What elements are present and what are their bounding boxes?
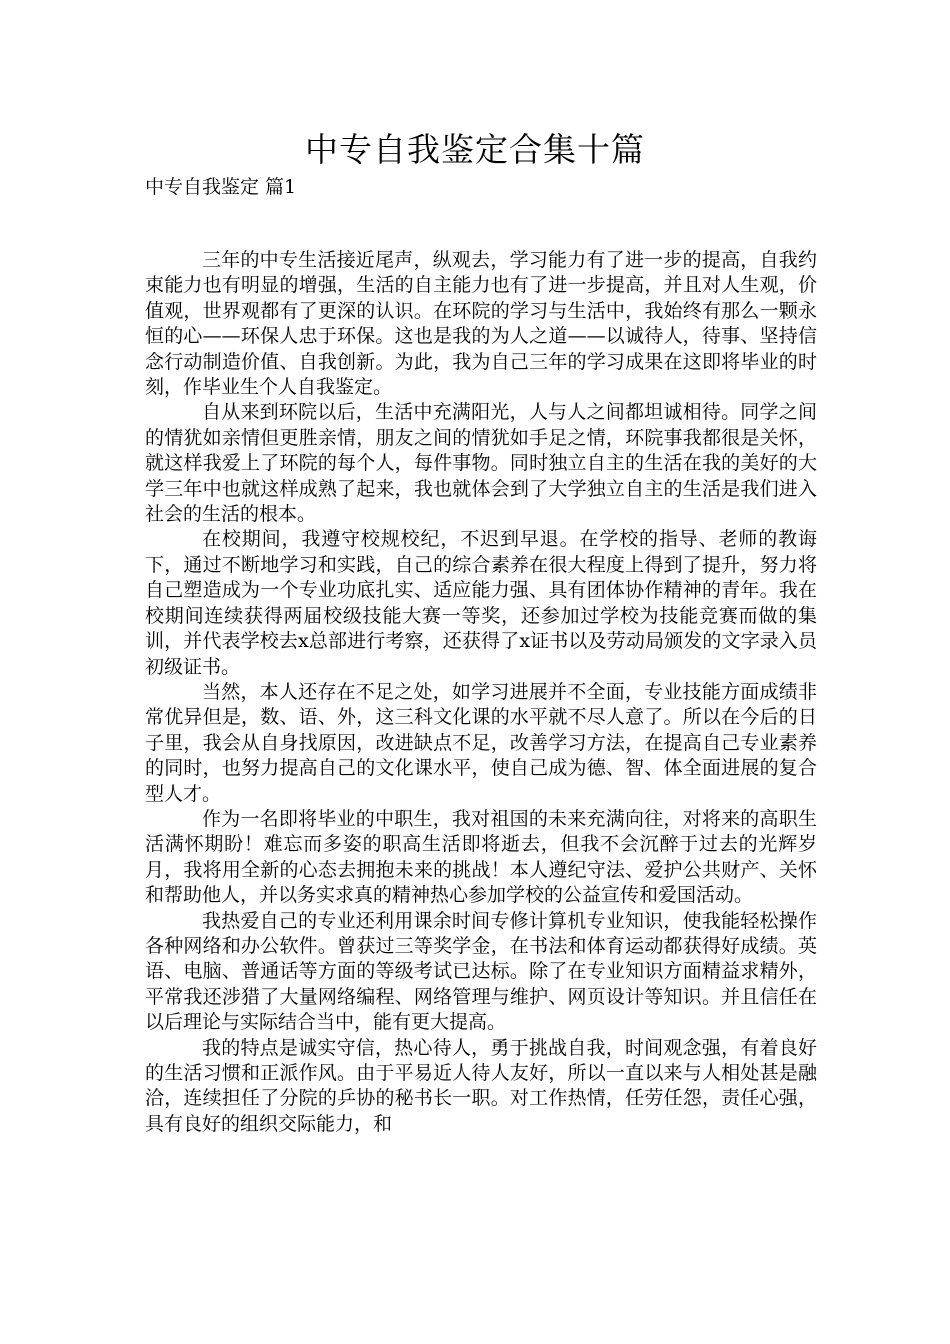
- paragraph-6: 我热爱自己的专业还利用课余时间专修计算机专业知识，使我能轻松操作各种网络和办公软件。曾获过三等奖学金，在书法和体育运动都获得好成绩。英语、电脑、普通话等方面的等级考试已达标。除了在专业知识方面精益求精外，平常我还涉猎了大量网络编程、网络管理与维护、网页设计等知识。并且信任在以后理论与实际结合当中，能有更大提高。: [145, 909, 817, 1034]
- paragraph-3: 在校期间，我遵守校规校纪，不迟到早退。在学校的指导、老师的教诲下，通过不断地学习和实践，自己的综合素养在很大程度上得到了提升，努力将自己塑造成为一个专业功底扎实、适应能力强、具有团体协作精神的青年。我在校期间连续获得两届校级技能大赛一等奖，还参加过学校为技能竞赛而做的集训，并代表学校去x总部进行考察，还获得了x证书以及劳动局颁发的文字录入员初级证书。: [145, 528, 817, 678]
- paragraph-7: 我的特点是诚实守信，热心待人，勇于挑战自我，时间观念强，有着良好的生活习惯和正派作风。由于平易近人待人友好，所以一直以来与人相处甚是融洽，连续担任了分院的乒协的秘书长一职。对工作热情，任劳任怨，责任心强，具有良好的组织交际能力，和: [145, 1036, 817, 1135]
- paragraph-2: 自从来到环院以后，生活中充满阳光，人与人之间都坦诚相待。同学之间的情犹如亲情但更胜亲情，朋友之间的情犹如手足之情，环院事我都很是关怀，就这样我爱上了环院的每个人，每件事物。同时独立自主的生活在我的美好的大学三年中也就这样成熟了起来，我也就体会到了大学独立自主的生活是我们进入社会的生活的根本。: [145, 401, 817, 526]
- section-heading: 中专自我鉴定 篇1: [145, 176, 297, 198]
- paragraph-4: 当然，本人还存在不足之处，如学习进展并不全面，专业技能方面成绩非常优异但是，数、语、外，这三科文化课的水平就不尽人意了。所以在今后的日子里，我会从自身找原因，改进缺点不足，改善学习方法，在提高自己专业素养的同时，也努力提高自己的文化课水平，使自己成为德、智、体全面进展的复合型人才。: [145, 680, 817, 805]
- document-title: 中专自我鉴定合集十篇: [305, 130, 645, 169]
- paragraph-5: 作为一名即将毕业的中职生，我对祖国的未来充满向往，对将来的高职生活满怀期盼！难忘而多姿的职高生活即将逝去，但我不会沉醉于过去的光辉岁月，我将用全新的心态去拥抱未来的挑战！本人遵纪守法、爱护公共财产、关怀和帮助他人，并以务实求真的精神热心参加学校的公益宣传和爱国活动。: [145, 807, 817, 907]
- body-text: [145, 248, 817, 1137]
- paragraph-1: 三年的中专生活接近尾声，纵观去，学习能力有了进一步的提高，自我约束能力也有明显的增强，生活的自主能力也有了进一步提高，并且对人生观，价值观，世界观都有了更深的认识。在环院的学习与生活中，我始终有那么一颗永恒的心——环保人忠于环保。这也是我的为人之道——以诚待人，待事、坚持信念行动制造价值、自我创新。为此，我为自己三年的学习成果在这即将毕业的时刻，作毕业生个人自我鉴定。: [145, 249, 817, 399]
